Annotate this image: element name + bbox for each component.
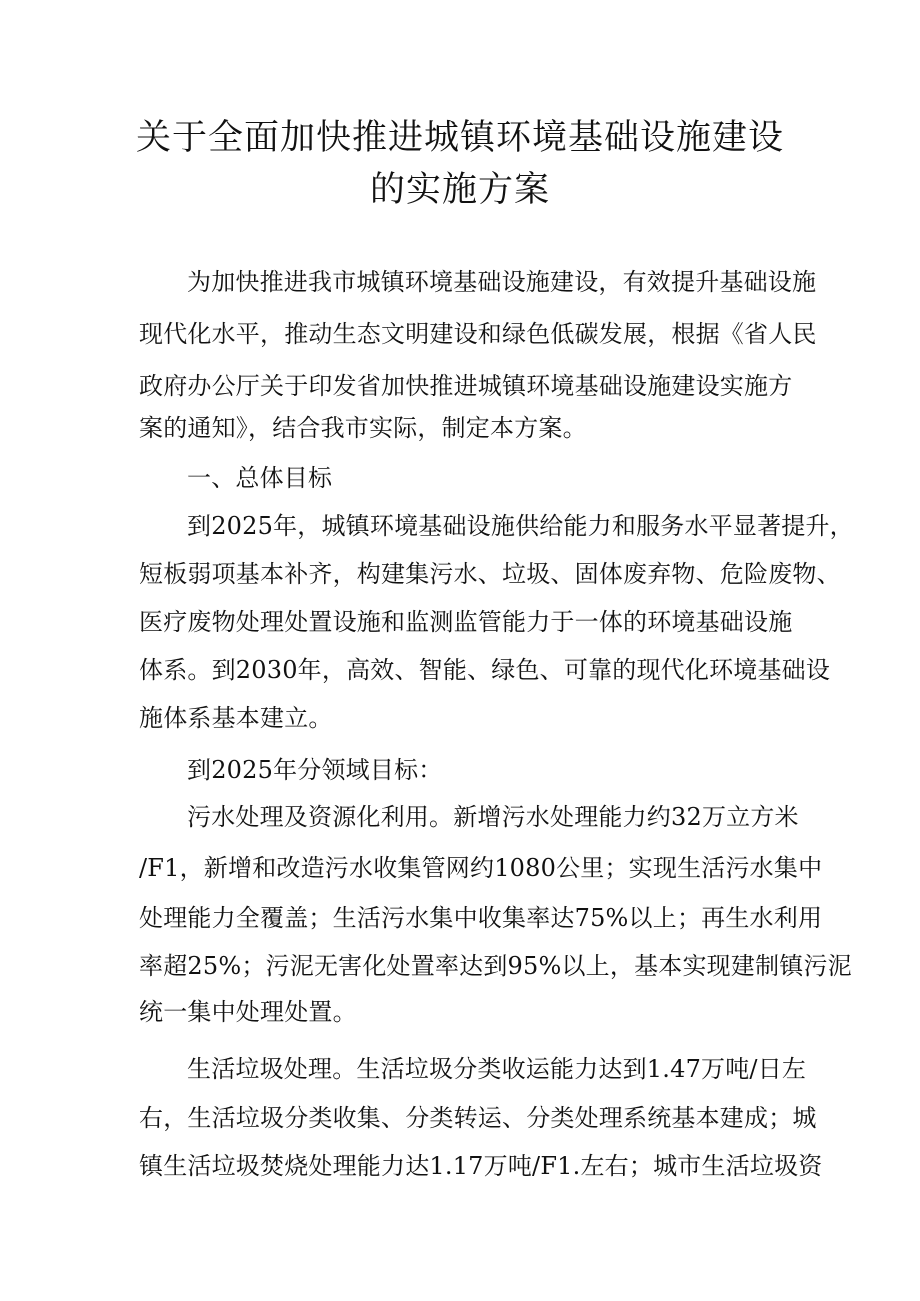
- overall-goals-line-5: 施体系基本建立。: [139, 704, 333, 732]
- sewage-paragraph-line-5: 统一集中处理处置。: [139, 998, 357, 1026]
- garbage-paragraph-line-1: 生活垃圾处理。生活垃圾分类收运能力达到1.47万吨/日左: [187, 1055, 807, 1083]
- sewage-paragraph-line-1: 污水处理及资源化利用。新增污水处理能力约32万立方米: [187, 803, 799, 831]
- garbage-paragraph-line-2: 右，生活垃圾分类收集、分类转运、分类处理系统基本建成；城: [139, 1104, 817, 1132]
- overall-goals-line-1: 到2025年，城镇环境基础设施供给能力和服务水平显著提升，: [187, 512, 854, 540]
- garbage-paragraph-line-3: 镇生活垃圾焚烧处理能力达1.17万吨/F1.左右；城市生活垃圾资: [139, 1152, 823, 1180]
- document-title-line-2: 的实施方案: [369, 170, 550, 210]
- intro-paragraph-line-4: 案的通知》，结合我市实际，制定本方案。: [139, 414, 587, 442]
- sewage-paragraph-line-3: 处理能力全覆盖；生活污水集中收集率达75%以上；再生水利用: [139, 904, 823, 932]
- document-title-line-1: 关于全面加快推进城镇环境基础设施建设: [135, 118, 784, 158]
- overall-goals-line-4: 体系。到2030年，高效、智能、绿色、可靠的现代化环境基础设: [139, 656, 831, 684]
- overall-goals-line-2: 短板弱项基本补齐，构建集污水、垃圾、固体废弃物、危险废物、: [139, 560, 841, 588]
- intro-paragraph-line-3: 政府办公厅关于印发省加快推进城镇环境基础设施建设实施方: [139, 372, 793, 400]
- sector-goals-intro: 到2025年分领域目标：: [187, 756, 443, 784]
- overall-goals-line-3: 医疗废物处理处置设施和监测监管能力于一体的环境基础设施: [139, 608, 793, 636]
- intro-paragraph-line-2: 现代化水平，推动生态文明建设和绿色低碳发展，根据《省人民: [139, 320, 817, 348]
- sewage-paragraph-line-4: 率超25%；污泥无害化处置率达到95%以上，基本实现建制镇污泥: [139, 952, 852, 980]
- intro-paragraph-line-1: 为加快推进我市城镇环境基础设施建设，有效提升基础设施: [187, 268, 817, 296]
- sewage-paragraph-line-2: /F1，新增和改造污水收集管网约1080公里；实现生活污水集中: [139, 854, 823, 882]
- section-heading-overall-goals: 一、总体目标: [187, 464, 333, 492]
